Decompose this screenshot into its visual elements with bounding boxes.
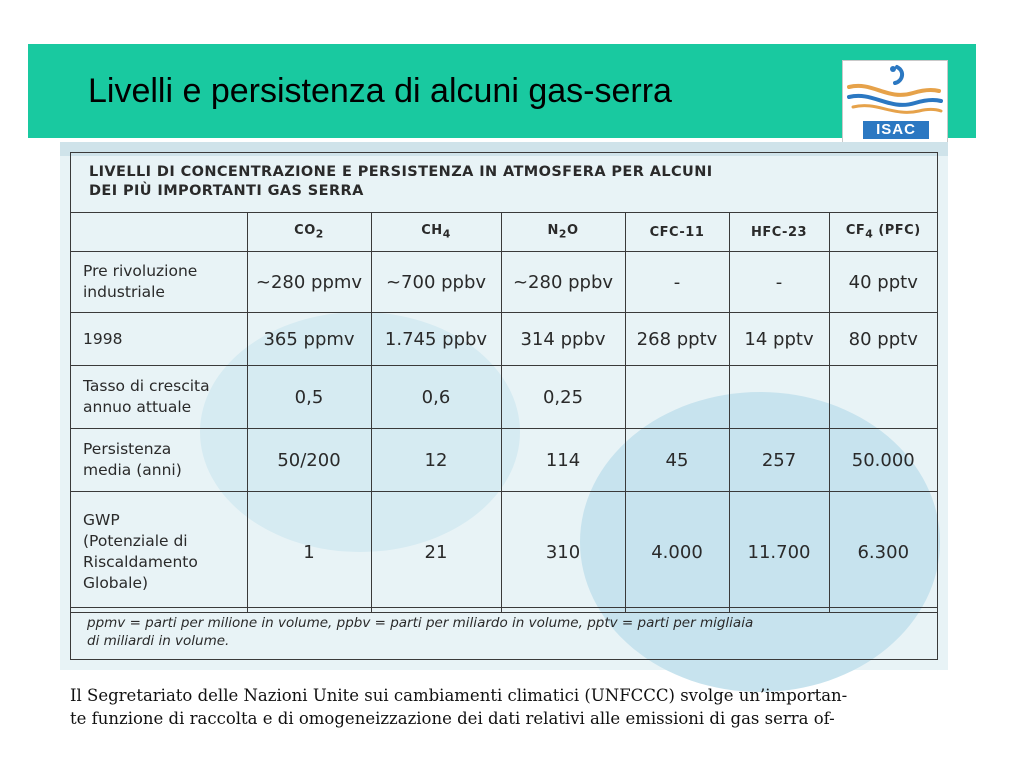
table-cell: - — [625, 252, 729, 313]
table-cell: 365 ppmv — [247, 313, 371, 366]
table-cell: 6.300 — [829, 492, 937, 613]
gas-table-figure — [70, 152, 938, 660]
header-cell-ch4: $CH_4$ — [371, 213, 501, 252]
header-cell-cfc11: CFC-11 — [625, 213, 729, 252]
table-row — [71, 429, 937, 492]
table-row — [71, 492, 937, 613]
isac-logo — [842, 60, 948, 144]
table-row — [71, 366, 937, 429]
table-title-line: DEI PIÙ IMPORTANTI GAS SERRA — [89, 183, 364, 199]
table-cell: - — [729, 252, 829, 313]
table-header-row — [71, 213, 937, 252]
header-cell-co2: $CO_2$ — [247, 213, 371, 252]
header-cell-empty — [71, 213, 247, 252]
logo-text: ISAC — [863, 121, 929, 139]
table-cell: 12 — [371, 429, 501, 492]
row-label: Pre rivoluzione industriale — [71, 252, 247, 313]
row-label: Tasso di crescita annuo attuale — [71, 366, 247, 429]
row-label: Persistenza media (anni) — [71, 429, 247, 492]
table-cell: 21 — [371, 492, 501, 613]
table-row — [71, 252, 937, 313]
header-cell-cf4: $CF_4$ (PFC) — [829, 213, 937, 252]
table-cell: 0,25 — [501, 366, 625, 429]
caption-line: te funzione di raccolta e di omogeneizzazione dei dati relativi alle emissioni di gas serra of- — [70, 709, 835, 728]
row-label: GWP (Potenziale di Riscaldamento Globale) — [71, 492, 247, 613]
table-cell: 0,5 — [247, 366, 371, 429]
table-cell: 310 — [501, 492, 625, 613]
table-cell: 257 — [729, 429, 829, 492]
table-cell: 80 pptv — [829, 313, 937, 366]
table-title-block — [71, 153, 937, 213]
table-cell: 14 pptv — [729, 313, 829, 366]
table-cell — [625, 366, 729, 429]
footnote-text: ppmv = parti per milione in volume, ppbv = parti per miliardo in volume, pptv = parti per migliaia di miliardi in volume. — [87, 615, 754, 649]
table-cell: 4.000 — [625, 492, 729, 613]
table-title-line: LIVELLI DI CONCENTRAZIONE E PERSISTENZA IN ATMOSFERA PER ALCUNI — [89, 164, 713, 180]
header-cell-n2o: $N_2O$ — [501, 213, 625, 252]
table-cell: ~280 ppmv — [247, 252, 371, 313]
gas-table — [71, 213, 937, 613]
caption-text — [70, 684, 950, 730]
table-cell: 1.745 ppbv — [371, 313, 501, 366]
table-cell: 50/200 — [247, 429, 371, 492]
table-cell: 11.700 — [729, 492, 829, 613]
caption-line: Il Segretariato delle Nazioni Unite sui cambiamenti climatici (UNFCCC) svolge un’importan- — [70, 686, 848, 705]
table-cell — [829, 366, 937, 429]
slide-title: Livelli e persistenza di alcuni gas-serra — [88, 72, 672, 110]
table-footnote — [71, 607, 937, 659]
table-title — [89, 163, 929, 201]
table-cell: ~280 ppbv — [501, 252, 625, 313]
table-row — [71, 313, 937, 366]
table-cell — [729, 366, 829, 429]
table-cell: 50.000 — [829, 429, 937, 492]
header-cell-hfc23: HFC-23 — [729, 213, 829, 252]
table-cell: 268 pptv — [625, 313, 729, 366]
table-cell: 1 — [247, 492, 371, 613]
table-cell: 314 ppbv — [501, 313, 625, 366]
table-cell: 114 — [501, 429, 625, 492]
table-cell: ~700 ppbv — [371, 252, 501, 313]
row-label: 1998 — [71, 313, 247, 366]
table-cell: 45 — [625, 429, 729, 492]
table-cell: 40 pptv — [829, 252, 937, 313]
table-cell: 0,6 — [371, 366, 501, 429]
